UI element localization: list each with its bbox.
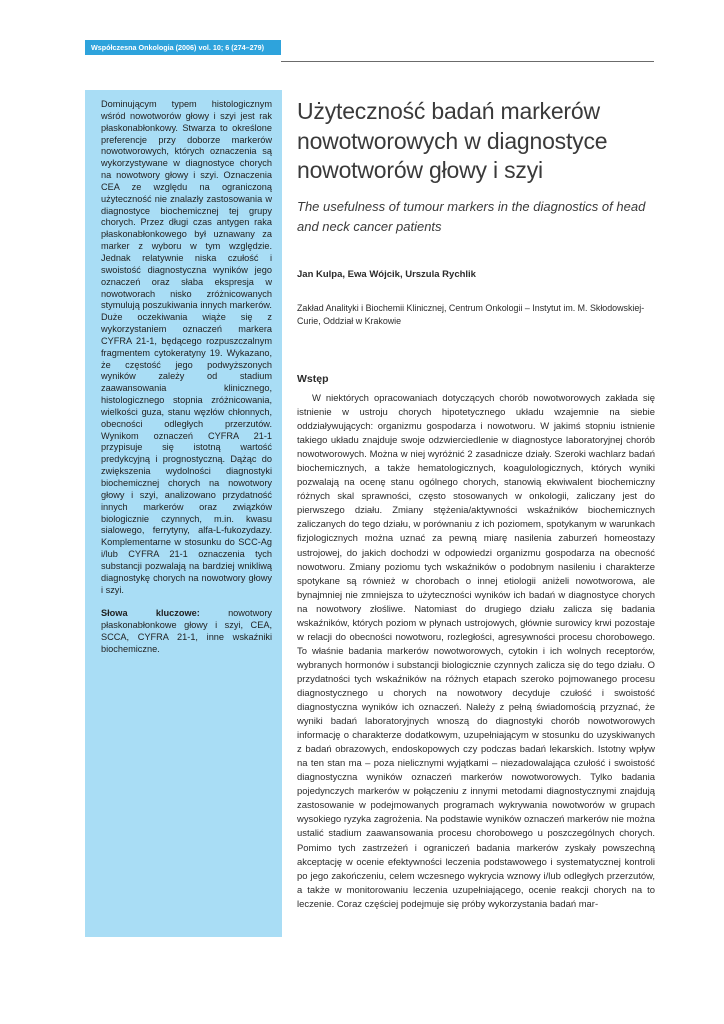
keywords: [101, 608, 272, 655]
keywords-text: nowotwory płaskonabłonkowe głowy i szyi, CEA, SCCA, CYFRA 21-1, inne wskaźniki biochemiczne.: [101, 608, 272, 654]
authors: Jan Kulpa, Ewa Wójcik, Urszula Rychlik: [297, 269, 476, 280]
keywords-label: Słowa kluczowe:: [101, 608, 200, 619]
abstract-sidebar: [85, 90, 282, 937]
abstract-text: Dominującym typem histologicznym wśród nowotworów głowy i szyi jest rak płaskonabłonkowy. Stwarza to określone preferencje przy doborze markerów nowotworowych, których oznaczenia są wykorzystywane w diagnostyce chorych na nowotwory głowy i szyi. Oznaczenia CEA ze względu na ograniczoną użyteczność nie znalazły zastosowania w diagnostyce biochemicznej tej grupy chorych. Przez długi czas antygen raka płaskonabłonkowego był uznawany za marker z wyboru w tym względzie. Jednak relatywnie niska czułość i swoistość diagnostyczna wyników jego oznaczeń oraz słaba ekspresja w nowotworach nisko zróżnicowanych stymulują poszukiwania innych markerów. Duże oczekiwania wiąże się z wykorzystaniem oznaczeń markera CYFRA 21-1, będącego rozpuszczalnym fragmentem cytokeratyny 19. Wykazano, że częstość jego podwyższonych wyników zależy od stadium zaawansowania klinicznego, histologicznego stopnia zróżnicowania, wielkości guza, stanu węzłów chłonnych, obecności odległych przerzutów. Wynikom oznaczeń CYFRA 21-1 przypisuje się istotną wartość predykcyjną i prognostyczną. Dążąc do zwiększenia wydolności diagnostyki biochemicznej chorych na nowotwory głowy i szyi, analizowano przydatność innych markerów oraz związków biologicznie czynnych, m.in. kwasu sialowego, ferrytyny, alfa-L-fukozydazy. Komplementarne w stosunku do SCC-Ag i/lub CYFRA 21-1 oznaczenia tych substancji pozwalają na bardziej wnikliwą diagnostykę chorych na nowotwory głowy i szyi.: [101, 99, 272, 595]
journal-citation: Współczesna Onkologia (2006) vol. 10; 6 (274–279): [85, 40, 281, 55]
article-subtitle: The usefulness of tumour markers in the diagnostics of head and neck cancer patients: [297, 199, 646, 234]
section-heading: Wstęp: [297, 373, 329, 385]
body-paragraph: W niektórych opracowaniach dotyczących chorób nowotworowych zakłada się istnienie w ustroju chorych hipotetycznego układu wzajemnie na siebie oddziaływujących: organizmu gospodarza i nowotworu. W jakimś stopniu istnienie takiego układu znajduje swoje odzwierciedlenie w diagnostyce laboratoryjnej chorób nowotworowych. Można w niej wyróżnić 2 zasadnicze działy. Szeroki wachlarz badań biochemicznych, a także hematologicznych, koagulologicznych, których wyniki pozwalają na ocenę stanu ogólnego chorych, stanowią ekwiwalent biochemiczny różnych skal sprawności, często stosowanych w onkologii, zaliczany jest do pierwszego działu. Zmiany stężenia/aktywności wskaźników biochemicznych zaliczanych do tego działu, w porównaniu z ich poziomem, spotykanym w warunkach fizjologicznych można uznać za pewną miarę nasilenia zaburzeń homeostazy ustrojowej, do jakich dochodzi w odpowiedzi organizmu gospodarza na obecność nowotworu. Zmiany poziomu tych wskaźników o podobnym nasileniu i charakterze spotykane są również w chorobach o innej etiologii aniżeli nowotworowa, ale bynajmniej nie zmniejsza to użyteczności wyników ich badań w diagnostyce chorych na nowotwory złośliwe. Natomiast do drugiego działu zalicza się badania wskaźników, których poziom w płynach ustrojowych, głównie surowicy krwi pozostaje w relacji do obecności nowotworu, rozległości, agresywności procesu chorobowego. To właśnie badania markerów nowotworowych, cytokin i ich wolnych receptorów, wybranych hormonów i substancji biologicznie czynnych zalicza się do tego działu. O przydatności tych wskaźników na różnych etapach szeroko pojmowanego procesu diagnostycznego u chorych na nowotwory decyduje czułość i swoistość diagnostyczna wyników ich oznaczeń. Należy z pełną świadomością przyznać, że wyniki badań laboratoryjnych wnoszą do diagnostyki chorób nowotworowych informację o charakterze dodatkowym, uzupełniającym w stosunku do uzyskiwanych z badań obrazowych, endoskopowych czy podczas badań lekarskich. Istotny wpływ na ten stan ma – poza nielicznymi wyjątkami – niezadowalająca czułość i swoistość diagnostyczna wyników oznaczeń markerów nowotworowych. Tylko badania pojedynczych markerów w połączeniu z innymi metodami diagnostycznymi znajdują zastosowanie w podejmowanych programach wykrywania nowotworów w grupach wysokiego ryzyka zagrożenia. Na podstawie wyników oznaczeń markerów nie można ustalić stadium zaawansowania procesu chorobowego u poszczególnych chorych. Pomimo tych zastrzeżeń i ograniczeń badania markerów zyskały powszechną akceptację w ocenie efektywności leczenia podstawowego i systematycznej kontroli po jego zakończeniu, celem wczesnego wykrycia wznowy i/lub odległych przerzutów, a także w monitorowaniu leczenia uzupełniającego, ocenie reakcji chorych na to leczenie. Coraz częściej podejmuje się próby wykorzystania badań mar-: [297, 393, 655, 910]
header-rule: [281, 61, 654, 62]
affiliation: Zakład Analityki i Biochemii Klinicznej, Centrum Onkologii – Instytut im. M. Skłodowskiej-Curie, Oddział w Krakowie: [297, 303, 645, 326]
article-title: Użyteczność badań markerów nowotworowych w diagnostyce nowotworów głowy i szyi: [297, 98, 608, 183]
